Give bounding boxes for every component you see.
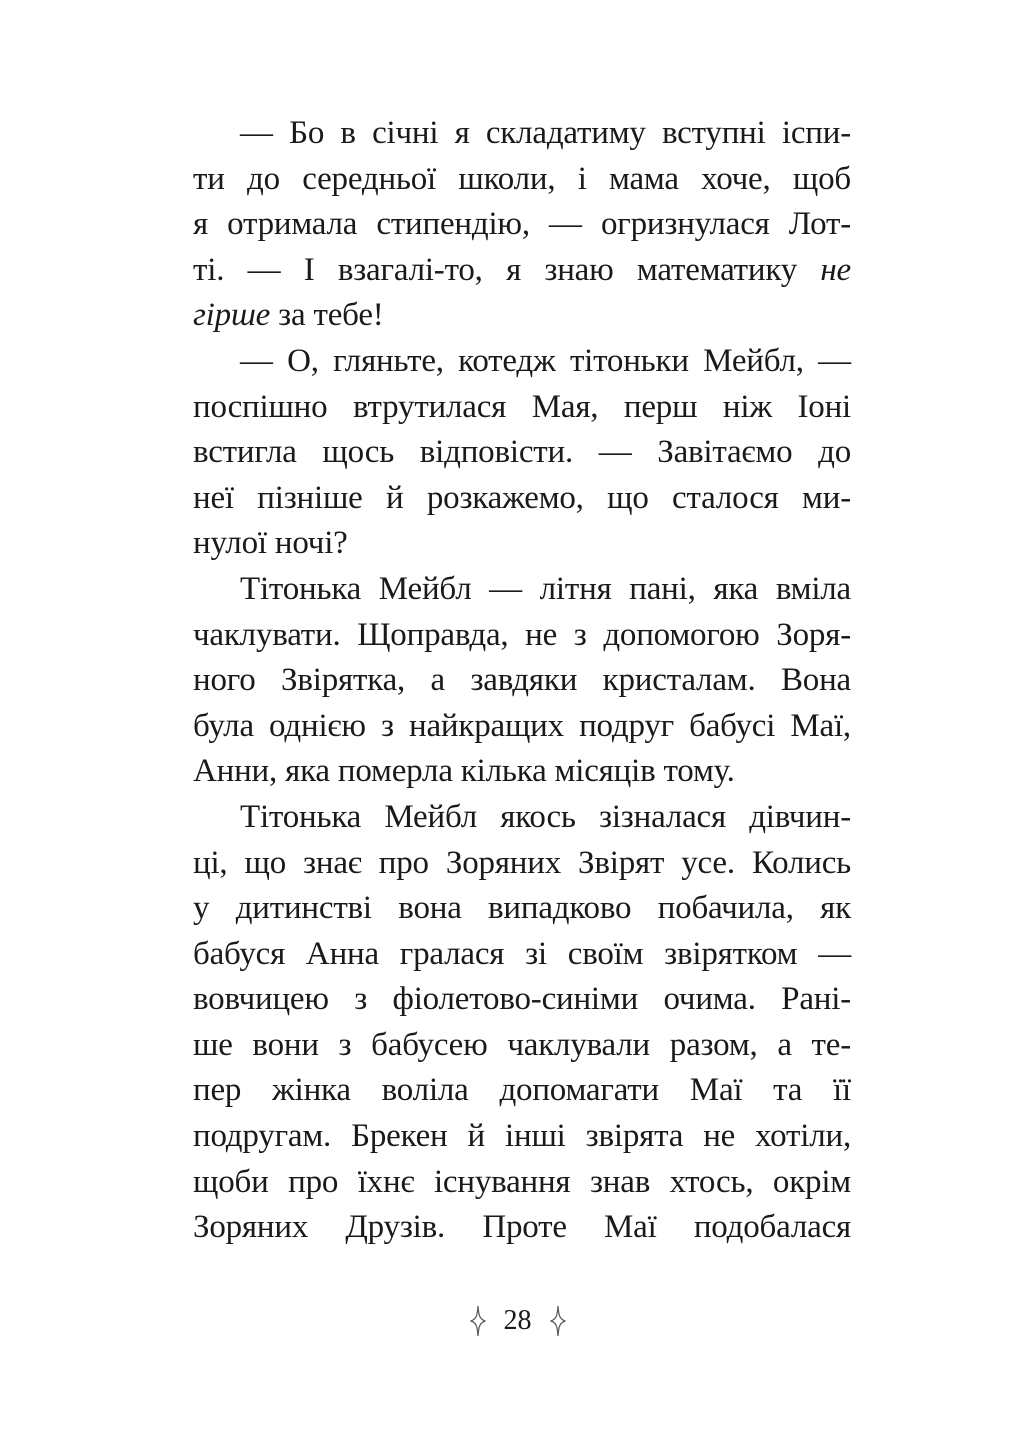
text-line: — О, гляньте, котедж тітоньки Мейбл, — xyxy=(240,342,851,379)
text-line: Зоряних Друзів. Проте Маї подобалася xyxy=(193,1209,851,1246)
text-line: пер жінка воліла допомагати Маї та її xyxy=(193,1072,851,1109)
text-line: Тітонька Мейбл якось зізналася дівчин- xyxy=(240,798,851,835)
text-line: ти до середньої школи, і мама хоче, щоб xyxy=(193,160,851,197)
four-point-star-icon xyxy=(550,1306,566,1336)
text-line: встигла щось відповісти. — Завітаємо до xyxy=(193,434,851,471)
four-point-star-icon xyxy=(470,1306,486,1336)
page-number: 28 xyxy=(503,1305,532,1336)
text-line: — Бо в січні я складатиму вступні іспи- xyxy=(240,115,851,151)
text-line xyxy=(193,248,851,294)
paragraph-3 xyxy=(193,567,851,795)
page-body xyxy=(193,111,851,1251)
text-line: поспішно втрутилася Мая, перш ніж Іоні xyxy=(193,388,851,425)
text-line: Анни, яка померла кілька місяців тому. xyxy=(193,753,735,790)
text-line: у дитинстві вона випадково побачила, як xyxy=(193,890,851,927)
text-line: подругам. Брекен й інші звірята не хотіли, xyxy=(193,1118,851,1155)
text-line: ці, що знає про Зоряних Звірят усе. Колись xyxy=(193,844,851,881)
paragraph-4 xyxy=(193,795,851,1251)
italic-emphasis: не xyxy=(820,251,851,288)
text-segment: ті. — І взагалі-то, я знаю математику xyxy=(193,251,821,288)
text-line: ного Звірятка, а завдяки кристалам. Вона xyxy=(193,662,851,699)
text-line: чаклувати. Щоправда, не з допомогою Зоря- xyxy=(193,616,851,653)
text-line: бабуся Анна гралася зі своїм звірятком — xyxy=(193,935,851,972)
text-line: я отримала стипендію, — огризнулася Лот- xyxy=(193,206,851,243)
text-line: була однією з найкращих подруг бабусі Маї, xyxy=(193,707,851,744)
text-line: Тітонька Мейбл — літня пані, яка вміла xyxy=(240,570,851,607)
page-footer xyxy=(0,1305,1035,1337)
paragraph-2 xyxy=(193,339,851,567)
text-segment: за тебе! xyxy=(278,297,384,334)
paragraph-1 xyxy=(193,111,851,339)
text-line: вовчицею з фіолетово-синіми очима. Рані- xyxy=(193,981,851,1018)
text-line: щоби про їхнє існування знав хтось, окрім xyxy=(193,1163,851,1200)
text-line: нулої ночі? xyxy=(193,525,348,562)
text-line xyxy=(193,293,851,339)
italic-emphasis: гірше xyxy=(193,297,271,334)
text-line: неї пізніше й розкажемо, що сталося ми- xyxy=(193,479,851,516)
text-line: ше вони з бабусею чаклували разом, а те- xyxy=(193,1026,851,1063)
